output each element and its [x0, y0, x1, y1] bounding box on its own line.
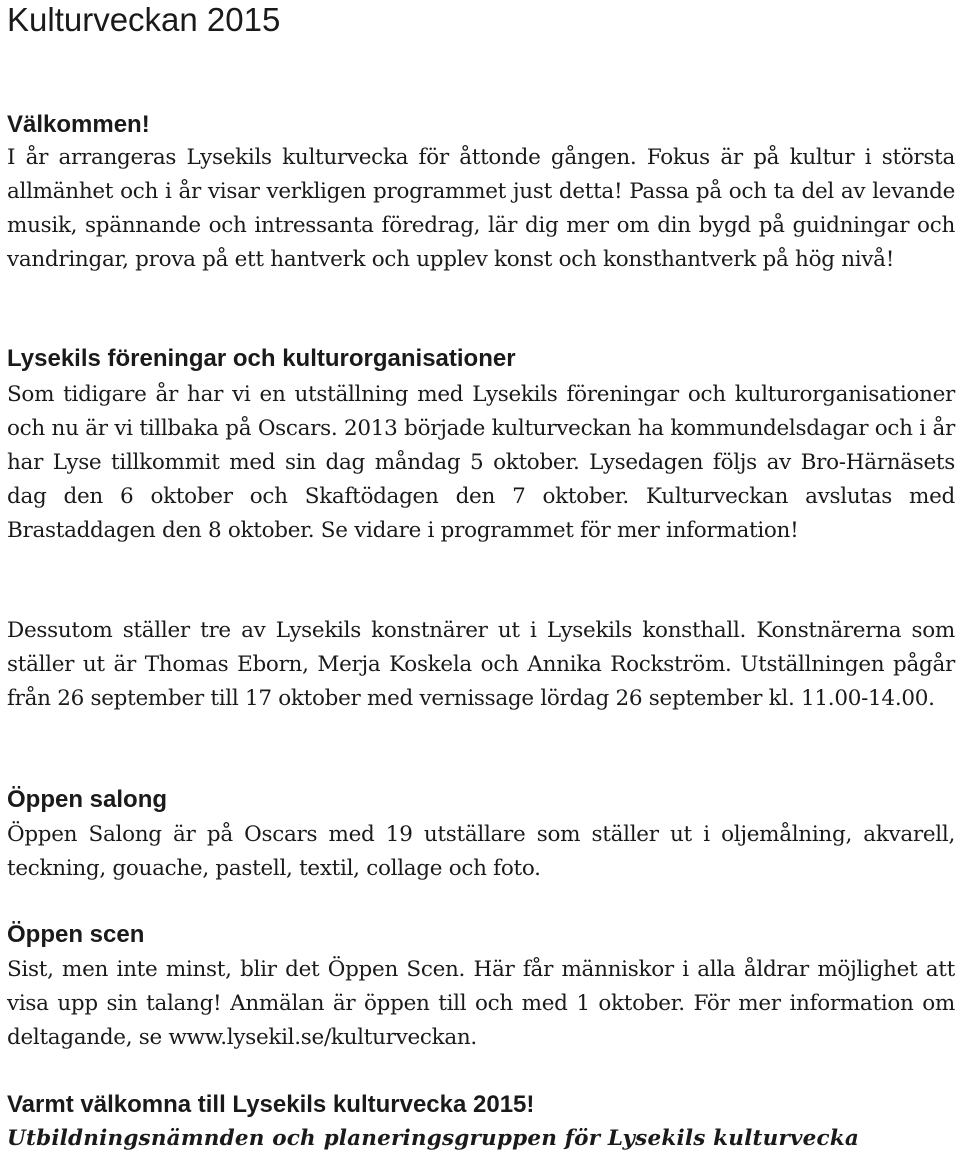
section-paragraph: Som tidigare år har vi en utställning med Lysekils föreningar och kulturorganisationer och nu är vi tillbaka på Oscars. 2013 började kulturveckan ha kommundelsdagar och i år har Lyse tillkommit med sin dag måndag 5 oktober. Lysedagen följs av Bro-Härnäsets dag den 6 oktober och Skaftödagen den 7 oktober. Kulturveckan avslutas med Brastaddagen den 8 oktober. Se vidare i programmet för mer information!	[7, 382, 955, 543]
section-heading-oppen-salong: Öppen salong	[7, 786, 168, 813]
section-paragraph: Sist, men inte minst, blir det Öppen Scen. Här får människor i alla åldrar möjlighet att visa upp sin talang! Anmälan är öppen till och med 1 oktober. För mer information om deltagande, se www.lysekil.se/kulturveckan.	[7, 957, 955, 1050]
page-title: Kulturveckan 2015	[7, 1, 281, 38]
section-paragraph: I år arrangeras Lysekils kulturvecka för åttonde gången. Fokus är på kultur i största allmänhet och i år visar verkligen programmet just detta! Passa på och ta del av levande musik, spännande och intressanta föredrag, lär dig mer om din bygd på guidningar och vandringar, prova på ett hantverk och upplev konst och konsthantverk på hög nivå!	[7, 145, 955, 272]
section-paragraph: Öppen Salong är på Oscars med 19 utställare som ställer ut i oljemålning, akvarell, teckning, gouache, pastell, textil, collage och foto.	[7, 822, 955, 881]
section-heading-oppen-scen: Öppen scen	[7, 921, 145, 948]
signature: Utbildningsnämnden och planeringsgruppen för Lysekils kulturvecka	[7, 1126, 860, 1151]
section-heading-valkommen: Välkommen!	[7, 111, 150, 138]
closing-line: Varmt välkomna till Lysekils kulturvecka 2015!	[7, 1091, 535, 1118]
section-heading-foreningar: Lysekils föreningar och kulturorganisationer	[7, 345, 516, 372]
section-paragraph: Dessutom ställer tre av Lysekils konstnärer ut i Lysekils konsthall. Konstnärerna som ställer ut är Thomas Eborn, Merja Koskela och Annika Rockström. Utställningen pågår från 26 september till 17 oktober med vernissage lördag 26 september kl. 11.00-14.00.	[7, 618, 955, 711]
